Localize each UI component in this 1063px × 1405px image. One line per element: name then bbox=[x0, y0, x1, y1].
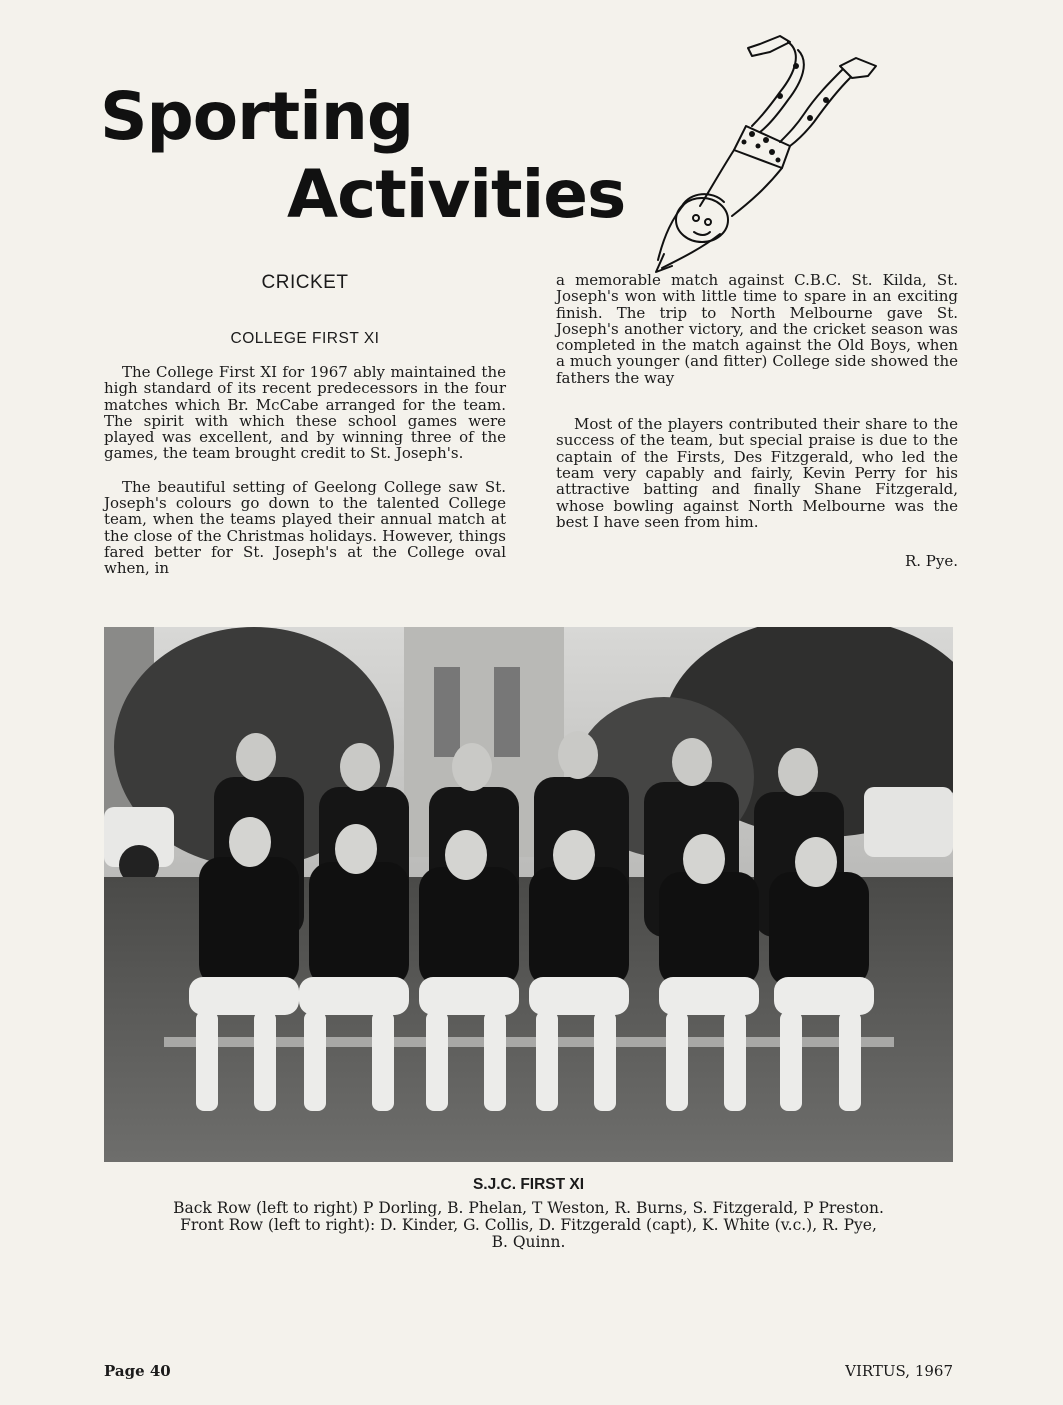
page-number: Page 40 bbox=[104, 1362, 171, 1380]
caption-front-row: Front Row (left to right): D. Kinder, G. Collis, D. Fitzgerald (capt), K. White (v.c.), R. Pye, bbox=[180, 1216, 877, 1234]
page-title-line2: Activities bbox=[287, 156, 626, 233]
paragraph: The beautiful setting of Geelong College saw St. Joseph's colours go down to the talented College team, when the teams played their annual match at the close of the Christmas holidays. However, things fared better for St. Joseph's at the College oval when, in bbox=[104, 477, 506, 578]
page-title-line1: Sporting bbox=[100, 78, 414, 155]
article-column-left bbox=[104, 272, 506, 594]
team-photograph bbox=[104, 627, 953, 1162]
paragraph: Most of the players contributed their share to the success of the team, but special praise is due to the captain of the Firsts, Des Fitzgerald, who led the team very capably and fairly, Kevin Perry for his attractive batting and finally Shane Fitzgerald, whose bowling against North Melbourne was the best I have seen from him. bbox=[556, 415, 958, 531]
caption-front-row-continued: B. Quinn. bbox=[491, 1233, 566, 1251]
diver-illustration bbox=[620, 22, 890, 282]
section-title: CRICKET bbox=[261, 272, 349, 293]
publication-name: VIRTUS, 1967 bbox=[845, 1362, 953, 1380]
caption-back-row: Back Row (left to right) P Dorling, B. Phelan, T Weston, R. Burns, S. Fitzgerald, P Preston. bbox=[173, 1199, 884, 1217]
subsection-title: COLLEGE FIRST XI bbox=[230, 330, 380, 347]
article-column-right bbox=[556, 272, 958, 570]
caption-title: S.J.C. FIRST XI bbox=[472, 1176, 585, 1193]
paragraph: a memorable match against C.B.C. St. Kilda, St. Joseph's won with little time to spare in an exciting finish. The trip to North Melbourne gave St. Joseph's another victory, and the cricket season was completed in the match against the Old Boys, when a much younger (and fitter) College side showed the fathers the way bbox=[556, 271, 958, 387]
photo-caption bbox=[104, 1176, 953, 1251]
paragraph: The College First XI for 1967 ably maintained the high standard of its recent predecessors in the four matches which Br. McCabe arranged for the team. The spirit with which these school games were played was excellent, and by winning three of the games, the team brought credit to St. Joseph's. bbox=[104, 363, 506, 463]
author-signature: R. Pye. bbox=[904, 552, 958, 571]
